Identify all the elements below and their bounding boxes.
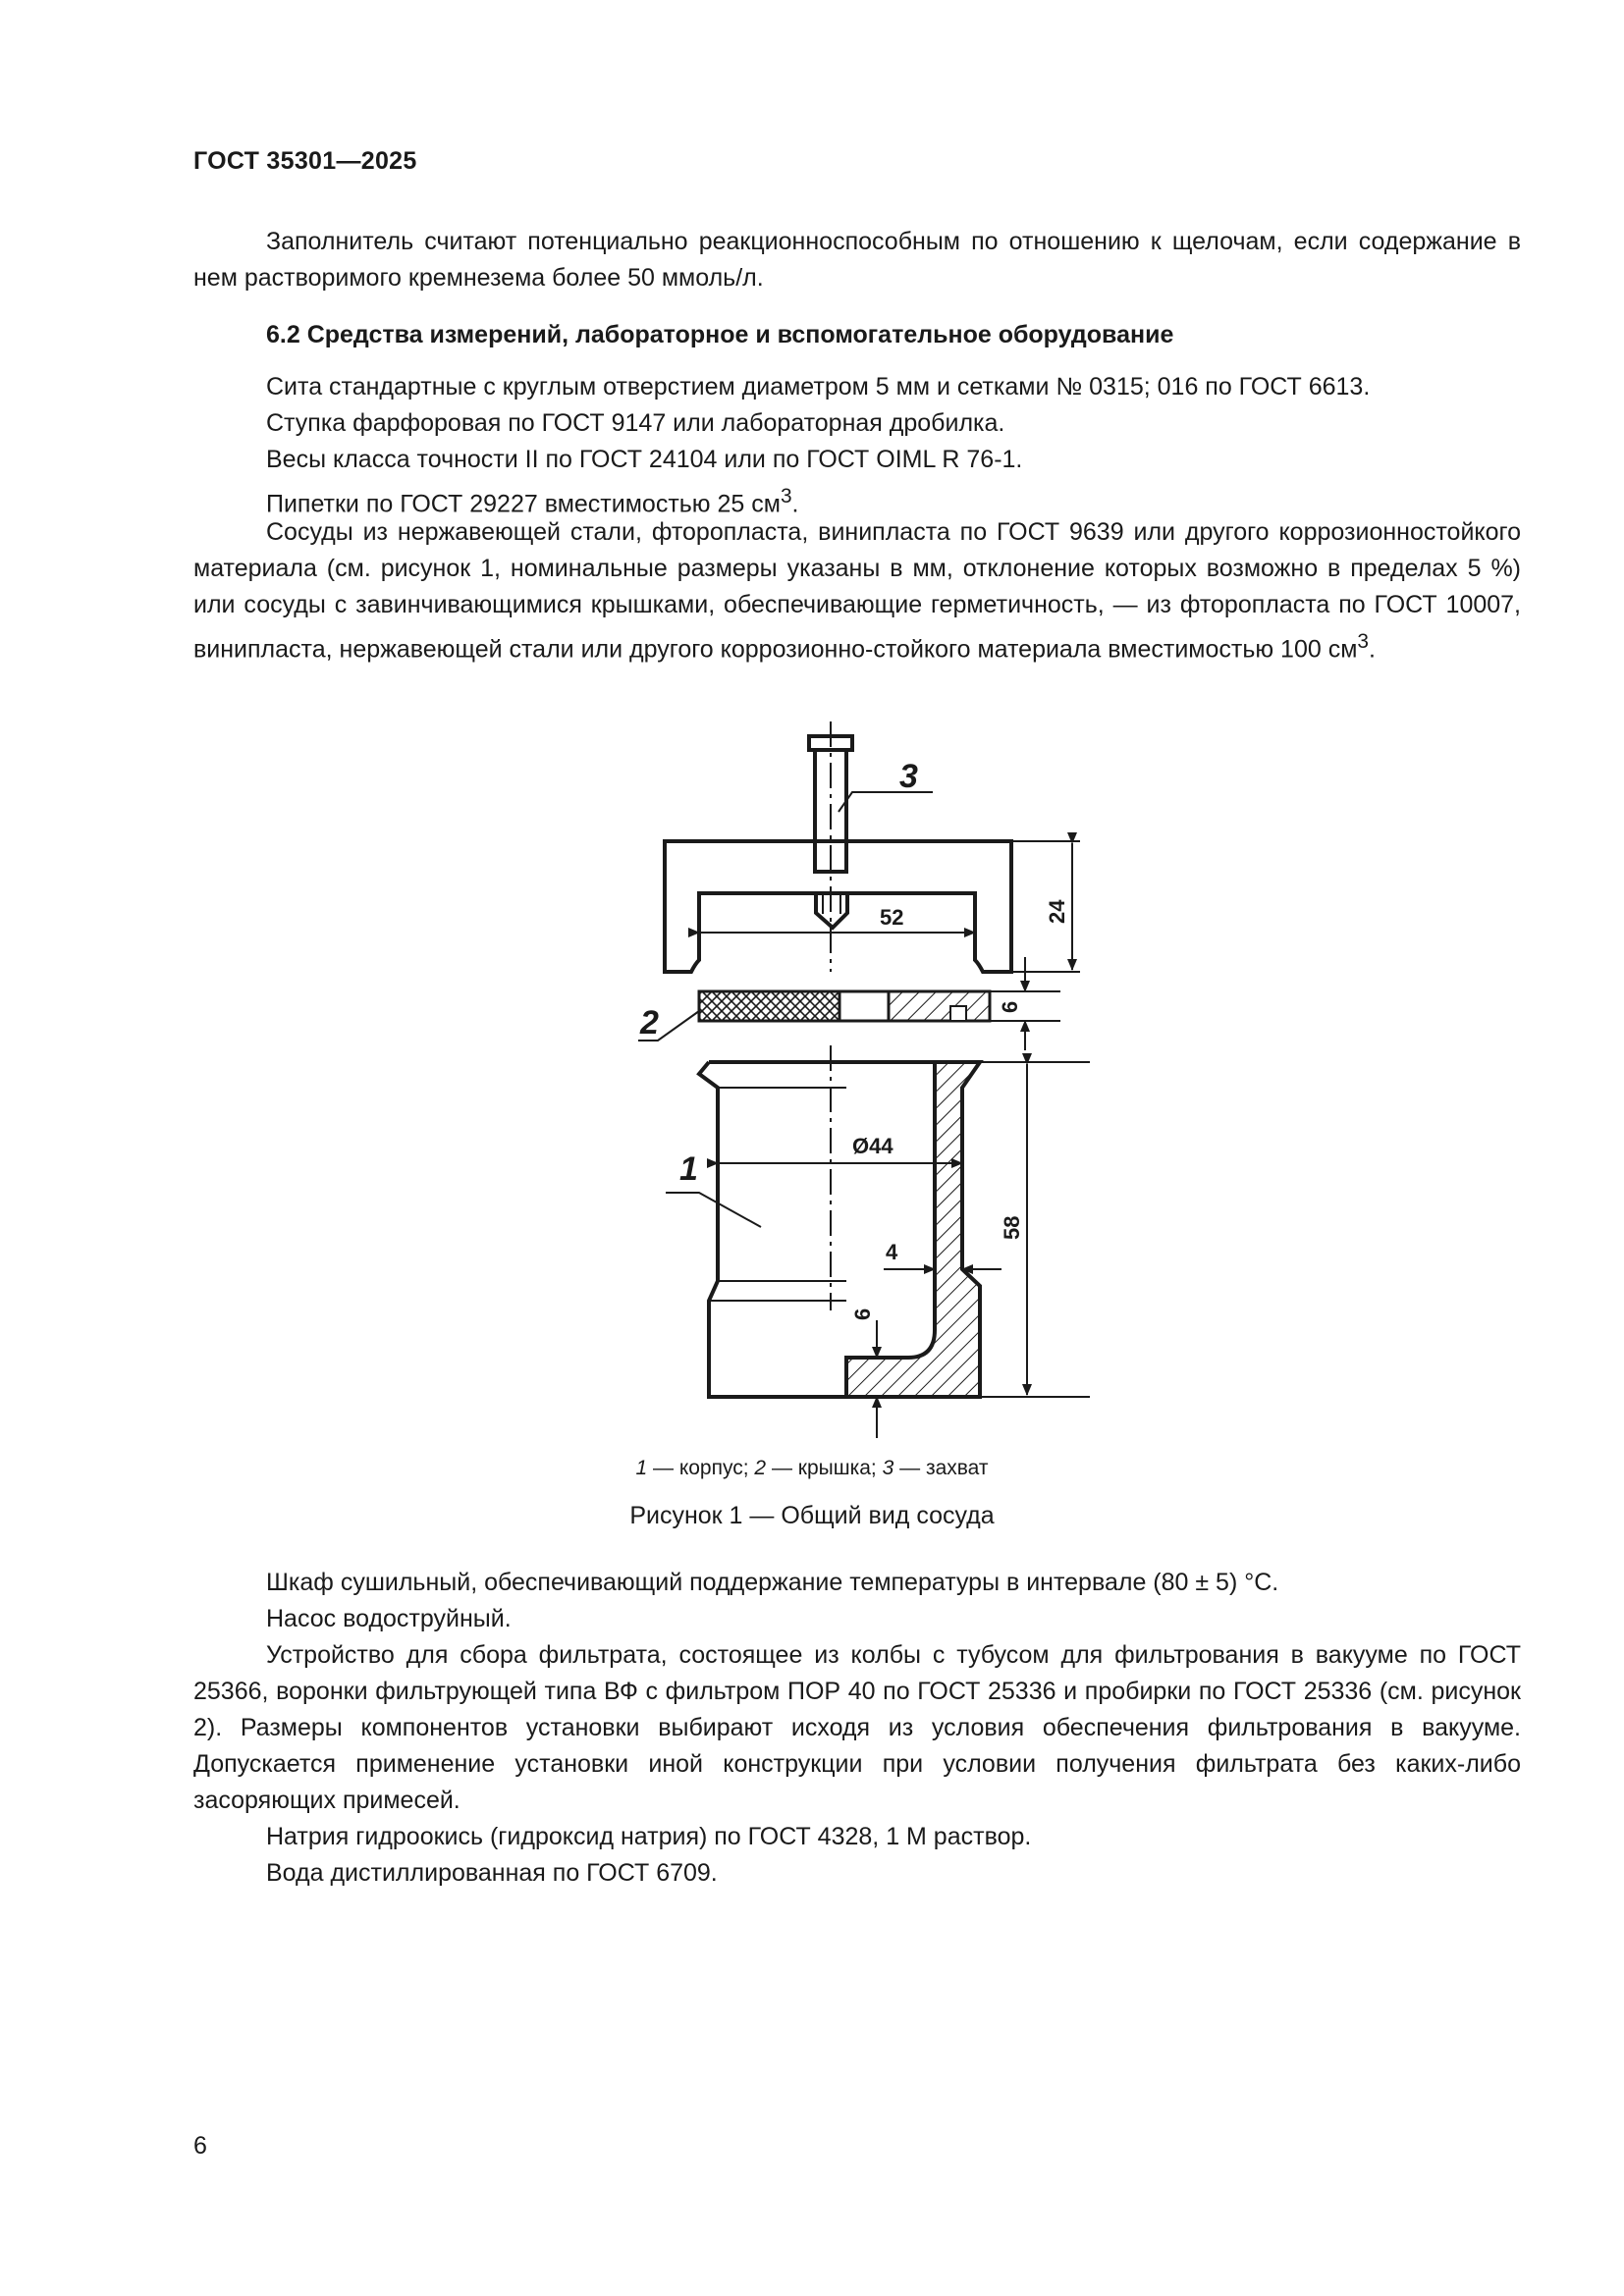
pipettes-end: . (791, 490, 799, 518)
intro-paragraph: Заполнитель считают потенциально реакционноспособным по отношению к щелочам, если содержание в нем растворимого кремнезема более 50 ммоль/л. (193, 228, 1521, 292)
legend-num-2: 2 (754, 1457, 767, 1479)
dim-wall-thickness: 4 (886, 1240, 898, 1264)
legend-num-3: 3 (882, 1457, 894, 1479)
item-sieves: Сита стандартные с круглым отверстием диаметром 5 мм и сетками № 0315; 016 по ГОСТ 6613. (266, 373, 1371, 400)
pipettes-text: Пипетки по ГОСТ 29227 вместимостью 25 см (266, 490, 781, 518)
part-label-2: 2 (640, 1004, 659, 1041)
vessels-text: Сосуды из нержавеющей стали, фторопласта, винипласта по ГОСТ 9639 или другого коррозионностойкого материала (см. рисунок 1, номинальные размеры указаны в мм, отклонение которых возможно в пределах 5 %) или сосуды с завинчивающимися крышками, обеспечивающие герметичность, — из фторопласта по ГОСТ 10007, винипласта, нержавеющей стали или другого коррозионно-стойкого материала вместимостью 100 см (193, 518, 1521, 664)
vessels-superscript: 3 (1357, 630, 1369, 653)
body-part (699, 1062, 980, 1397)
dim-grip-height: 24 (1045, 899, 1069, 924)
document-header: ГОСТ 35301—2025 (193, 147, 417, 175)
legend-text-1: — корпус; (647, 1457, 755, 1479)
item-mortar: Ступка фарфоровая по ГОСТ 9147 или лабораторная дробилка. (266, 409, 1005, 437)
page-number: 6 (193, 2132, 207, 2160)
item-water: Вода дистиллированная по ГОСТ 6709. (266, 1859, 718, 1887)
dim-bottom-thickness: 6 (850, 1308, 875, 1320)
dim-body-height: 58 (1000, 1215, 1024, 1240)
legend-text-3: — захват (893, 1457, 989, 1479)
item-scales: Весы класса точности II по ГОСТ 24104 или по ГОСТ OIML R 76-1. (266, 446, 1023, 473)
item-oven: Шкаф сушильный, обеспечивающий поддержание температуры в интервале (80 ± 5) °С. (266, 1569, 1279, 1596)
vessels-end: . (1368, 635, 1376, 664)
figure-legend (0, 1457, 1624, 1480)
lid-part (699, 991, 990, 1021)
legend-text-2: — крышка; (766, 1457, 883, 1479)
dim-lid-thickness: 6 (998, 1000, 1022, 1013)
item-naoh: Натрия гидроокись (гидроксид натрия) по ГОСТ 4328, 1 М раствор. (266, 1823, 1032, 1850)
section-heading: 6.2 Средства измерений, лабораторное и вспомогательное оборудование (266, 321, 1174, 348)
part-label-1: 1 (679, 1150, 698, 1188)
dim-grip-inner-width: 52 (880, 905, 904, 930)
item-pump: Насос водоструйный. (266, 1605, 512, 1632)
pipettes-superscript: 3 (780, 485, 792, 507)
grip-part (665, 736, 1011, 972)
dim-body-diameter: Ø44 (852, 1134, 893, 1158)
figure-vessel-drawing (589, 721, 1100, 1443)
legend-num-1: 1 (635, 1457, 648, 1479)
item-vessels (193, 514, 1521, 667)
figure-caption: Рисунок 1 — Общий вид сосуда (629, 1502, 995, 1529)
item-filtrate: Устройство для сбора фильтрата, состоящее из колбы с тубусом для фильтрования в вакууме по ГОСТ 25366, воронки фильтрующей типа ВФ с фильтром ПОР 40 по ГОСТ 25336 и пробирки по ГОСТ 25336 (см. рисунок 2). Размеры компонентов установки выбирают исходя из условия обеспечения фильтрования в вакууме. Допускается применение установки иной конструкции при условии получения фильтрата без каких-либо засоряющих примесей. (193, 1641, 1521, 1814)
part-label-3: 3 (899, 758, 918, 795)
